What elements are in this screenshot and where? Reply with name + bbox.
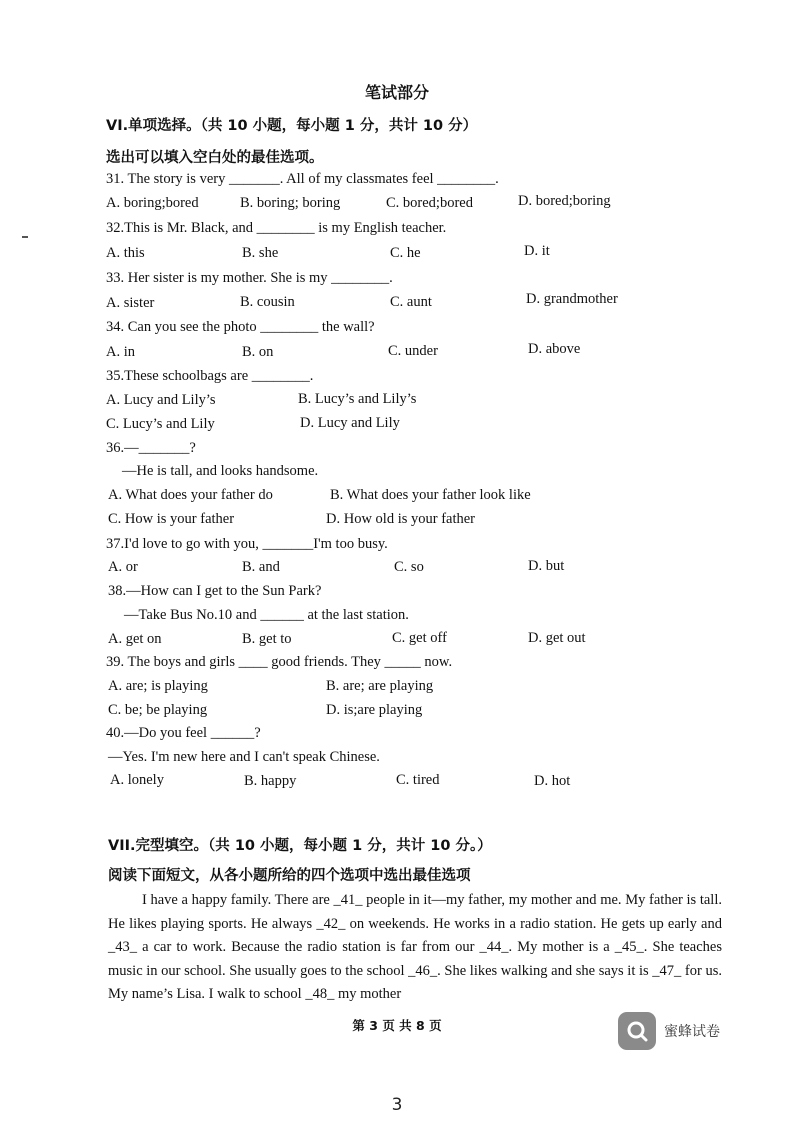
q31-option-c: C. bored;bored bbox=[386, 195, 473, 211]
q40-option-d: D. hot bbox=[534, 773, 571, 789]
cloze-passage bbox=[108, 889, 722, 1007]
q40-option-b: B. happy bbox=[244, 773, 297, 789]
q37-option-c: C. so bbox=[394, 559, 424, 575]
watermark bbox=[618, 1012, 720, 1050]
q38-option-b: B. get to bbox=[242, 631, 292, 647]
q32-option-b: B. she bbox=[242, 245, 279, 261]
q36-option-d: D. How old is your father bbox=[326, 511, 476, 527]
question-34-stem: 34. Can you see the photo ________ the wall? bbox=[106, 319, 375, 335]
q39-option-a: A. are; is playing bbox=[108, 678, 208, 694]
q35-option-b: B. Lucy’s and Lily’s bbox=[298, 391, 417, 407]
bee-logo-icon bbox=[618, 1012, 656, 1050]
q40-option-c: C. tired bbox=[396, 772, 440, 788]
question-39-stem: 39. The boys and girls ____ good friends. They _____ now. bbox=[106, 654, 453, 670]
page-title: 笔试部分 bbox=[364, 83, 429, 102]
section-7-instruction: 阅读下面短文，从各小题所给的四个选项中选出最佳选项 bbox=[108, 868, 471, 884]
q35-option-d: D. Lucy and Lily bbox=[300, 415, 400, 431]
q32-option-d: D. it bbox=[524, 243, 550, 259]
q34-option-b: B. on bbox=[242, 344, 274, 360]
q33-option-d: D. grandmother bbox=[526, 291, 618, 307]
q40-option-a: A. lonely bbox=[110, 772, 164, 788]
page-footer: 第 3 页 共 8 页 bbox=[352, 1018, 442, 1033]
q36-option-a: A. What does your father do bbox=[108, 487, 273, 503]
question-36-reply: —He is tall, and looks handsome. bbox=[122, 463, 319, 479]
q37-option-b: B. and bbox=[242, 559, 280, 575]
section-7-heading: VII.完型填空。（共 10 小题，每小题 1 分，共计 10 分。） bbox=[108, 838, 492, 854]
q33-option-a: A. sister bbox=[106, 295, 155, 311]
page-number: 3 bbox=[391, 1095, 403, 1115]
question-40-stem: 40.—Do you feel ______? bbox=[106, 725, 261, 741]
q34-option-c: C. under bbox=[388, 343, 438, 359]
q37-option-d: D. but bbox=[528, 558, 565, 574]
q39-option-d: D. is;are playing bbox=[326, 702, 423, 718]
q32-option-c: C. he bbox=[390, 245, 421, 261]
passage-text: I have a happy family. There are _41_ people in it—my father, my mother and me. My father is tall. He likes playing sports. He always _42_ on weekends. He works in a radio station. He gets up early and _43_ a car to work. Because the radio station is far from our _44_. My mother is a _45_. She teaches music in our school. She usually goes to the school _46_. She likes walking and she says it is _47_ for us. My name’s Lisa. I walk to school _48_ my mother bbox=[108, 892, 722, 1003]
q39-option-c: C. be; be playing bbox=[108, 702, 208, 718]
q31-option-b: B. boring; boring bbox=[240, 195, 341, 211]
q37-option-a: A. or bbox=[108, 559, 138, 575]
q36-option-b: B. What does your father look like bbox=[330, 487, 531, 503]
q38-option-c: C. get off bbox=[392, 630, 447, 646]
q32-option-a: A. this bbox=[106, 245, 145, 261]
q33-option-b: B. cousin bbox=[240, 294, 295, 310]
question-40-reply: —Yes. I'm new here and I can't speak Chinese. bbox=[108, 749, 380, 765]
question-31-stem: 31. The story is very _______. All of my classmates feel ________. bbox=[106, 171, 499, 187]
q34-option-d: D. above bbox=[528, 341, 581, 357]
q39-option-b: B. are; are playing bbox=[326, 678, 434, 694]
watermark-text: 蜜蜂试卷 bbox=[664, 1024, 720, 1040]
section-6-heading: VI.单项选择。（共 10 小题，每小题 1 分，共计 10 分） bbox=[106, 118, 478, 134]
question-32-stem: 32.This is Mr. Black, and ________ is my English teacher. bbox=[106, 220, 447, 236]
q35-option-c: C. Lucy’s and Lily bbox=[106, 416, 215, 432]
q35-option-a: A. Lucy and Lily’s bbox=[106, 392, 216, 408]
q34-option-a: A. in bbox=[106, 344, 135, 360]
q31-option-a: A. boring;bored bbox=[106, 195, 199, 211]
q38-option-d: D. get out bbox=[528, 630, 586, 646]
section-6-instruction: 选出可以填入空白处的最佳选项。 bbox=[106, 150, 324, 166]
q31-option-d: D. bored;boring bbox=[518, 193, 611, 209]
question-35-stem: 35.These schoolbags are ________. bbox=[106, 368, 314, 384]
q33-option-c: C. aunt bbox=[390, 294, 432, 310]
question-38-reply: —Take Bus No.10 and ______ at the last station. bbox=[124, 607, 409, 623]
question-36-stem: 36.—_______? bbox=[106, 440, 196, 456]
question-38-stem: 38.—How can I get to the Sun Park? bbox=[108, 583, 322, 599]
question-37-stem: 37.I'd love to go with you, _______I'm too busy. bbox=[106, 536, 388, 552]
q36-option-c: C. How is your father bbox=[108, 511, 235, 527]
question-33-stem: 33. Her sister is my mother. She is my ________. bbox=[106, 270, 393, 286]
q38-option-a: A. get on bbox=[108, 631, 162, 647]
scan-speck bbox=[22, 236, 28, 238]
